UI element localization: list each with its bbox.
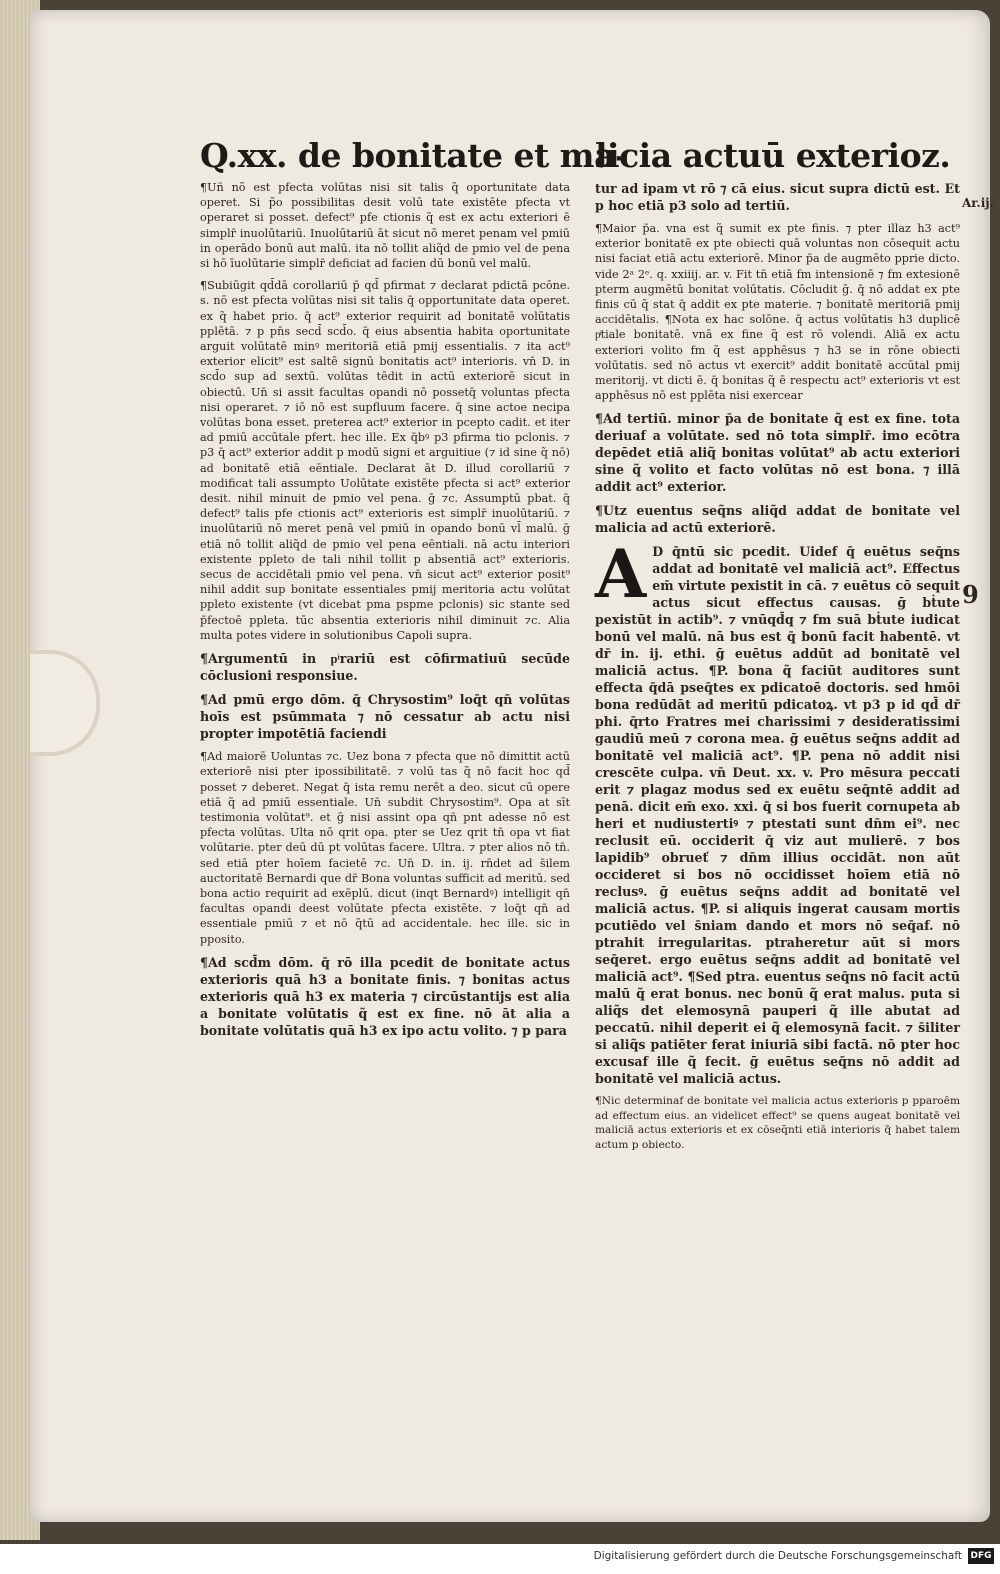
paragraph-text: ¶Argumentū in pͥrariū est cōfirmatiuū secūde cōclusioni responsiue. (200, 651, 570, 684)
paragraph-text: ¶Subiūgit qd̄dā corollariū p̄ qd̄ pfirmat ⁊ declarat pdictā pcōne. s. nō est pfecta volūtas nisi sit talis q̄ opportunitate data operet. ex q̃ habet prio. q̄ act⁹ exterior requirit ad bonitatē volūtatis pplētā. ⁊ p pn̄s secd̄ scd̄o. q̄ eius absentia habita oportunitate arguit volūtatē minꝰ meritoriā etiā pmij essentialis. ⁊ ita act⁹ exterior elicit⁹ est saltē signū bonitatis act⁹ interioris. vn̄ D. in scd̄o sup ad sextū. volūtas tēdit in actū exteriorē sicut in obiectū. Un̄ si assit facultas opandi nō possetq̄ voluntas pfecta nisi operaret. ⁊ iō nō est supfluum facere. q̄ sine actoe necipa volūtas bona esset. preterea act⁹ exterior in pcepto cadit. et iter ad pmiū accūtale pfert. hec ille. Ex q̄bꝰ p3 pfirma tio pclonis. ⁊ p3 q̄ act⁹ exterior addit p modū signi et arguitiue (⁊ id sine q̃ nō) ad bonitatē etiā eēntiale. Declarat āt D. illud corollariū ⁊ modificat tali assumpto Uolūtate existēte pfecta si act⁹ exterior desit. nihil minuit de pmio vel pena. ḡ ⁊c. Assumptū pbat. q̄ defect⁹ talis pfe ctionis act⁹ exterioris est simplr̄ inuolūtariū. ⁊ inuolūtariū nō meret penā vel pmiū in opando bonū vl̄ malū. ḡ etiā nō tollit aliq̃d de pmio vel pena eēntiali. nā actu interiori existente ppleto de tali nihil tollit p absentiā act⁹ exterioris. secus de accidētali pmio vel pena. vn̄ sicut act⁹ exterior posit⁹ nihil addit sup bonitate essentiales pmij meritoria actu volūtat ppleto existente (vt dicebat pma pspme pclonis) sic stante sed p̄fectoē ppleta. tūc absentia exterioris nihil diminuit ⁊c. Alia multa potes videre in solutionibus Capoli supra. (200, 279, 570, 642)
paragraph-text: ¶Uñ nõ est pfecta volūtas nisi sit talis q̃ oportunitate data operet. Si p̃o possibilitas desit volū tate existēte pfecta vt operaret si posset. defect⁹ pfe ctionis q̃ est ex actu exteriori ē simplr̄ inuolūtariū. Inuolūtariū āt sicut nō meret penam vel pmiū in operādo bonū aut malū. ita nō tollit aliq̃d de pmio vel de pena si hō īuolūtarie simplr̄ deficiat ad facien dū bonū vel malū. (200, 181, 570, 271)
text-paragraph (200, 749, 570, 947)
text-paragraph (595, 221, 960, 403)
paragraph-text: tur ad ipam vt rō ⁊ cā eius. sicut supra dictū est. Et p hoc etiā p3 solo ad tertiū. (595, 181, 960, 213)
paragraph-text: D q̄ntū sic pcedit. Uidef q̄ euētus seq̄ns addat ad bonitatē vel maliciā act⁹. Effectus em̄ virtute pexistit in cā. ⁊ euētus cō sequit actus sicut effectus causas. ḡ bṫute pexistūt in actib⁹. ⁊ vnūqd̄q ⁊ fm suā bṫute iudicat bonū vel malū. nā bus est q̄ bonū facit habentē. vt dr̄ in. ij. ethi. ḡ euētus addūt ad bonitatē vel maliciā actus. ¶P. bona q̃ faciūt auditores sunt effecta q̄dā pseq̄tes ex pdicatoē doctoris. sed hmōi bona redūdāt ad meritū pdicatoꝝ. vt p3 p id qd̄ dr̄ phi. q̄rto Fratres mei charissimi ⁊ desideratissimi gaudiū meū ⁊ corona mea. ḡ euētus seq̄ns addit ad bonitatē vel maliciā act⁹. ¶P. pena nō addit nisi crescēte culpa. vn̄ Deut. xx. v. Pro mēsura peccati erit ⁊ plagaz modus sed ex euētu seq̄ntē addit ad penā. dicit em̄ exo. xxi. q̄ si bos fuerit cornupeta ab heri et nudiustertiꝰ ⁊ ptestati sunt dn̄m ei⁹. nec reclusit eū. occiderit q̄ viz aut mulierē. ⁊ bos lapidib⁹ obrueť ⁊ dn̄m illius occidāt. non aūt occideret si bos nō occidisset hoīem etiā nō reclusꝰ. ḡ euētus seq̄ns addit ad bonitatē vel maliciā actus. ¶P. si aliquis ingerat causam mortis pcutiēdo vel s̄niam dando et mors nō seq̄af. nō ptrahit irregularitas. ptraheretur aūt si mors seq̄eret. ergo euētus seq̄ns addit ad bonitatē vel maliciā act⁹. ¶Sed ptra. euentus seq̄ns nō facit actū malū q̃ erat bonus. nec bonū q̃ erat malus. puta si aliq̃s det elemosynā pauperi q̃ ille abutat ad peccatū. nihil deperit ei q̃ elemosynā facit. ⁊ s̄iliter si aliq̃s patiēter ferat iniuriā sibi factā. nō pter hoc excusaf ille q̃ fecit. ḡ euētus seq̄ns nō addit ad bonitatē vel maliciā actus. (595, 544, 960, 1087)
left-column (200, 136, 629, 1046)
text-paragraph (595, 180, 960, 214)
right-column (595, 138, 960, 1159)
text-paragraph (200, 691, 570, 742)
margin-note-top: Ar.ij. (962, 196, 994, 210)
paragraph-text: ¶Ad maiorē Uoluntas ⁊c. Uez bona ⁊ pfecta que nō dimittit actū exteriorē nisi pter ipossibilitatē. ⁊ volū tas q̃ nō facit hoc qd̄ posset ⁊ deberet. Negat q̄ ista remu nerēt a deo. sicut cū opere etiā q̃ ad pmiū essentiale. Un̄ subdit Chrysostim⁹. Opa at sīt testimonia volūtat⁹. et ḡ nisi assint opa qn̄ pnt adesse nō est pfecta volūtas. Ulta nō qrit opa. pter se Uez qrit tn̄ opa vt fiat volūtarie. pter deū dū pt volūtas facere. Ultra. ⁊ pter alios nō tn̄. sed etiā pter hoīem facietē ⁊c. Un̄ D. in. ij. rn̄det ad s̄ilem auctoritatē Bernardi que dr̄ Bona voluntas sufficit ad meritū. sed bona actio requirit ad exēplū. dicut (inqt Bernardꝰ) intelligit qn̄ facultas opandi deest volūtate pfecta existēte. ⁊ loq̄t qn̄ ad essentiale pmiū ⁊ et nō q̃tū ad accidentale. hec ille. sic in pposito. (200, 750, 570, 946)
paragraph-text: ¶Nic determinaf de bonitate vel malicia actus exterioris p pparoēm ad effectum eius. an videlicet effect⁹ se quens augeat bonitatē vel maliciā actus exterioris et ex cōseq̄nti etiā interioris q̃ habet talem actum p obiecto. (595, 1095, 960, 1151)
left-paragraphs (200, 180, 570, 1039)
dfg-logo: DFG (968, 1548, 994, 1564)
text-paragraph (595, 502, 960, 536)
margin-note-mid: 9 (962, 580, 979, 609)
right-paragraphs (595, 180, 960, 1152)
paragraph-text: ¶Ad tertiū. minor p̄a de bonitate q̃ est ex fine. tota deriuaf a volūtate. sed nō tota simplr̄. imo ecōtra depēdet etiā aliq̃ bonitas volūtat⁹ ab actu exteriori sine q̃ volito et facto volūtas nō est bona. ⁊ illā addit act⁹ exterior. (595, 411, 960, 495)
text-paragraph (595, 1094, 960, 1152)
text-paragraph (200, 180, 570, 271)
right-heading: licia actuū exterioz. (595, 136, 951, 175)
paragraph-text: ¶Ad scd̄m dōm. q̄ rō illa pcedit de bonitate actus exterioris quā h3 a bonitate finis. ⁊ bonitas actus exterioris quā h3 ex materia ⁊ circūstantijs est alia a bonitate volūtatis q̃ est ex fine. nō āt alia a bonitate volūtatis quā h3 ex ipo actu volito. ⁊ p para (200, 954, 570, 1038)
decorated-initial: A (595, 535, 647, 614)
paragraph-text: ¶Maior p̄a. vna est q̃ sumit ex pte finis. ⁊ pter illaz h3 act⁹ exterior bonitatē ex pte obiecti quā voluntas non cōsequit actu nisi faciat etiā actu exteriorē. Minor p̄a de augmēto pprie dicto. vide 2ᵃ 2ᵉ. q. xxiiij. ar. v. Fit tn̄ etiā fm intensionē ⁊ fm extesionē pterm augmētū bonitat volūtatis. Cōcludit ḡ. q̄ nō addat ex pte finis cū q̃ stat q̄ addit ex pte materie. ⁊ bonitatē meritoriā pmij accidētalis. ¶Nota ex hac solōne. q̄ actus volūtatis h3 duplicē pͥtiale bonitatē. vnā ex fine q̃ est rō volendi. Aliā ex actu exteriori volito fm q̃ est apphēsus ⁊ h3 se in rōne obiecti volūtatis. sed nō actus vt exercit⁹ addit bonitatē accūtal pmij meritorij. vt dicti ē. q̄ bonitas q̃ ē respectu act⁹ exterioris vt est apphēsus nō est pplēta nisi exercear (595, 222, 960, 403)
paragraph-text: ¶Ad pmū ergo dōm. q̄ Chrysostim⁹ loq̄t qn̄ volūtas hoīs est psūmmata ⁊ nō cessatur ab actu nisi propter impotētiā faciendi (200, 692, 570, 742)
text-paragraph (200, 650, 570, 684)
paper-clip (30, 650, 100, 756)
text-paragraph (595, 535, 960, 1087)
paragraph-text: ¶Utz euentus seq̃ns aliq̃d addat de bonitate vel malicia ad actū exteriorē. (595, 503, 960, 536)
footer-credit: Digitalisierung gefördert durch die Deutsche Forschungsgemeinschaft (593, 1550, 962, 1562)
text-paragraph (200, 954, 570, 1039)
footer-bar (0, 1544, 1000, 1574)
text-paragraph (200, 278, 570, 643)
text-paragraph (595, 410, 960, 495)
left-heading: Q.xx. de bonitate et ma- (200, 136, 629, 175)
